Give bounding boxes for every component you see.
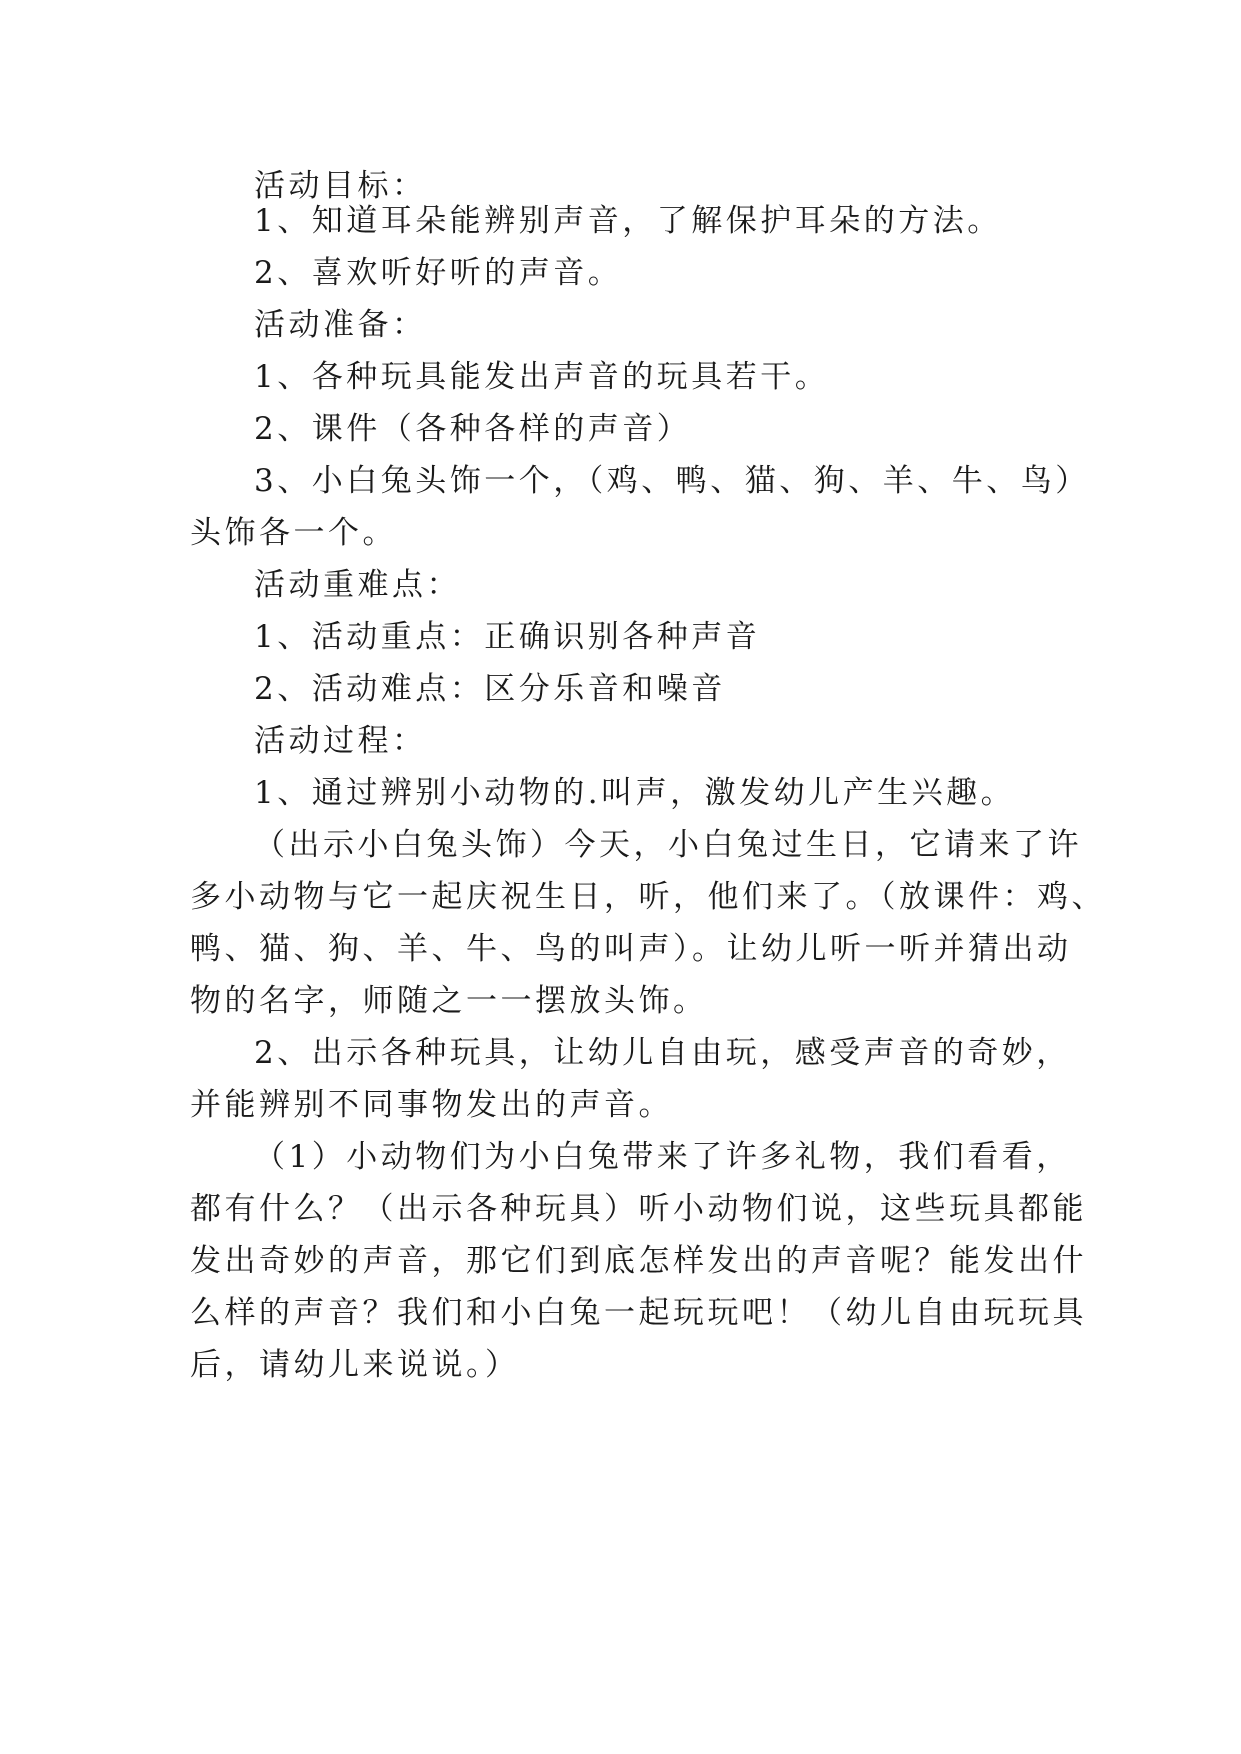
goal-item-2: 2、喜欢听好听的声音。	[254, 255, 623, 291]
preparation-item-3: 3、小白兔头饰一个，（鸡、鸭、猫、狗、羊、牛、鸟）	[254, 463, 1090, 499]
preparation-item-1: 1、各种玩具能发出声音的玩具若干。	[254, 359, 830, 395]
heading-activity-goals: 活动目标：	[254, 168, 427, 204]
heading-activity-process: 活动过程：	[254, 723, 427, 759]
process-step-2-cont: 并能辨别不同事物发出的声音。	[190, 1087, 673, 1123]
heading-activity-preparation: 活动准备：	[254, 307, 427, 343]
process-substep-1: （1）小动物们为小白兔带来了许多礼物，我们看看，	[254, 1139, 1071, 1175]
paragraph-line: 后，请幼儿来说说。）	[190, 1347, 520, 1383]
paragraph-line: 么样的声音？我们和小白兔一起玩玩吧！（幼儿自由玩玩具	[190, 1295, 1087, 1331]
paragraph-line: 都有什么？（出示各种玩具）听小动物们说，这些玩具都能	[190, 1191, 1087, 1227]
preparation-item-3-cont: 头饰各一个。	[190, 515, 397, 551]
process-step-2: 2、出示各种玩具，让幼儿自由玩，感受声音的奇妙，	[254, 1035, 1071, 1071]
paragraph-line: 鸭、猫、狗、羊、牛、鸟的叫声）。让幼儿听一听并猜出动	[190, 931, 1072, 967]
paragraph-line: 物的名字，师随之一一摆放头饰。	[190, 983, 708, 1019]
paragraph-line: 多小动物与它一起庆祝生日，听，他们来了。（放课件：鸡、	[190, 879, 1106, 915]
difficult-point: 2、活动难点：区分乐音和噪音	[254, 671, 726, 707]
goal-item-1: 1、知道耳朵能辨别声音，了解保护耳朵的方法。	[254, 203, 1002, 239]
preparation-item-2: 2、课件（各种各样的声音）	[254, 411, 692, 447]
process-step-1: 1、通过辨别小动物的.叫声，激发幼儿产生兴趣。	[254, 775, 1016, 811]
key-point: 1、活动重点：正确识别各种声音	[254, 619, 761, 655]
heading-key-difficult-points: 活动重难点：	[254, 567, 461, 603]
process-step-1-paragraph: （出示小白兔头饰）今天，小白兔过生日，它请来了许	[254, 827, 1082, 863]
paragraph-line: 发出奇妙的声音，那它们到底怎样发出的声音呢？能发出什	[190, 1243, 1087, 1279]
